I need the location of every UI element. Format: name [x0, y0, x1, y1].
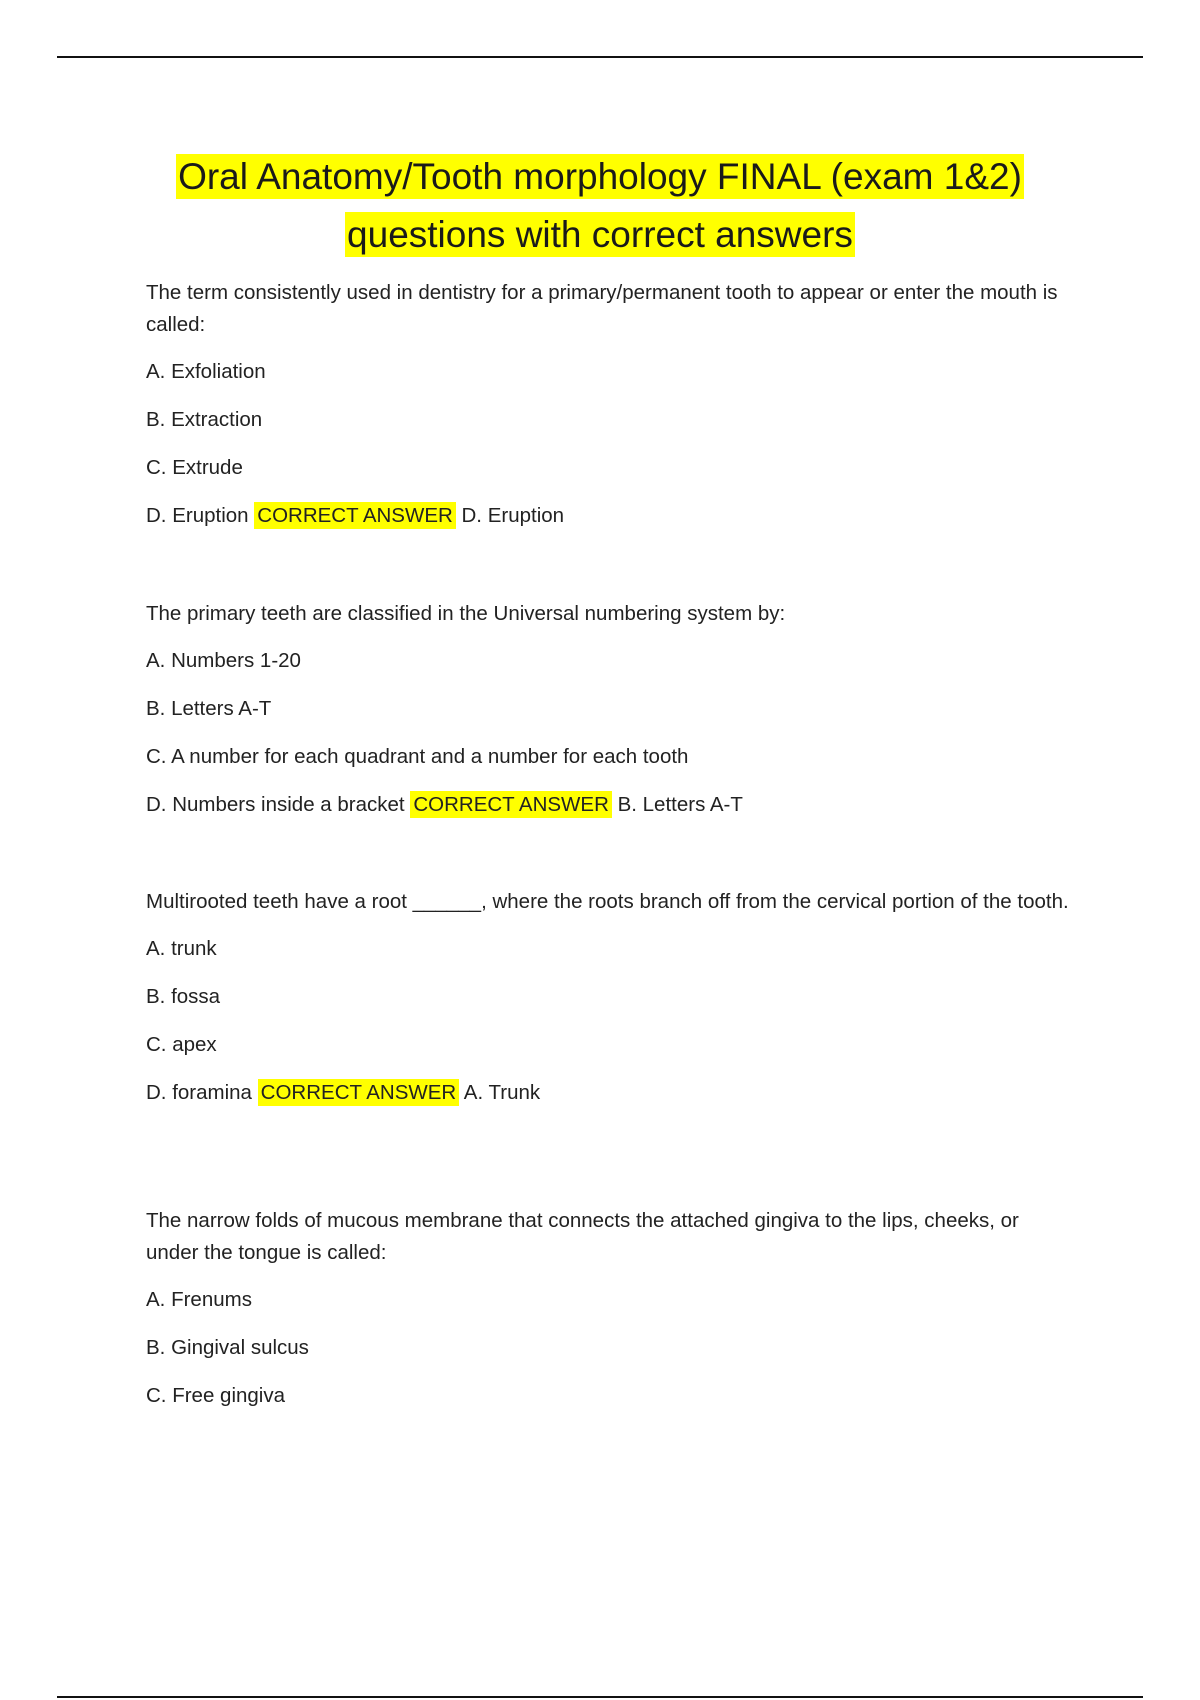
option-d — [146, 500, 1076, 532]
option-a: A. Numbers 1-20 — [146, 649, 301, 672]
option-d-text: D. foramina — [146, 1081, 252, 1104]
option-a: A. Frenums — [146, 1288, 252, 1311]
option-b: B. Extraction — [146, 408, 263, 431]
option-b: B. fossa — [146, 985, 221, 1008]
correct-answer-label: CORRECT ANSWER — [254, 502, 456, 529]
correct-answer-value: A. Trunk — [463, 1081, 541, 1104]
option-b: B. Gingival sulcus — [146, 1336, 309, 1359]
question-3 — [146, 886, 1076, 1125]
option-a: A. Exfoliation — [146, 360, 266, 383]
option-d-text: D. Numbers inside a bracket — [146, 793, 405, 816]
title-line-1: Oral Anatomy/Tooth morphology FINAL (exam 1&2) — [178, 156, 1022, 197]
question-4 — [146, 1205, 1076, 1428]
option-b: B. Letters A-T — [146, 697, 272, 720]
correct-answer-value: B. Letters A-T — [617, 793, 743, 816]
option-c: C. Extrude — [146, 456, 243, 479]
option-a: A. trunk — [146, 937, 217, 960]
title-line-2: questions with correct answers — [347, 214, 853, 255]
option-d — [146, 789, 1076, 821]
correct-answer-label: CORRECT ANSWER — [258, 1079, 460, 1106]
question-text: Multirooted teeth have a root ______, where the roots branch off from the cervical portion of the tooth. — [146, 890, 1069, 913]
option-c: C. Free gingiva — [146, 1384, 286, 1407]
question-2 — [146, 598, 1076, 837]
question-text: The term consistently used in dentistry for a primary/permanent tooth to appear or enter the mouth is called: — [146, 281, 1058, 336]
bottom-rule — [57, 1696, 1143, 1698]
correct-answer-label: CORRECT ANSWER — [410, 791, 612, 818]
question-1 — [146, 277, 1076, 548]
option-c: C. apex — [146, 1033, 217, 1056]
question-text: The narrow folds of mucous membrane that connects the attached gingiva to the lips, cheeks, or under the tongue is called: — [146, 1209, 1019, 1264]
option-c: C. A number for each quadrant and a number for each tooth — [146, 745, 689, 768]
question-text: The primary teeth are classified in the Universal numbering system by: — [146, 602, 786, 625]
top-rule — [57, 56, 1143, 58]
correct-answer-value: D. Eruption — [461, 504, 565, 527]
option-d-text: D. Eruption — [146, 504, 249, 527]
page-title — [100, 148, 1100, 264]
option-d — [146, 1077, 1076, 1109]
